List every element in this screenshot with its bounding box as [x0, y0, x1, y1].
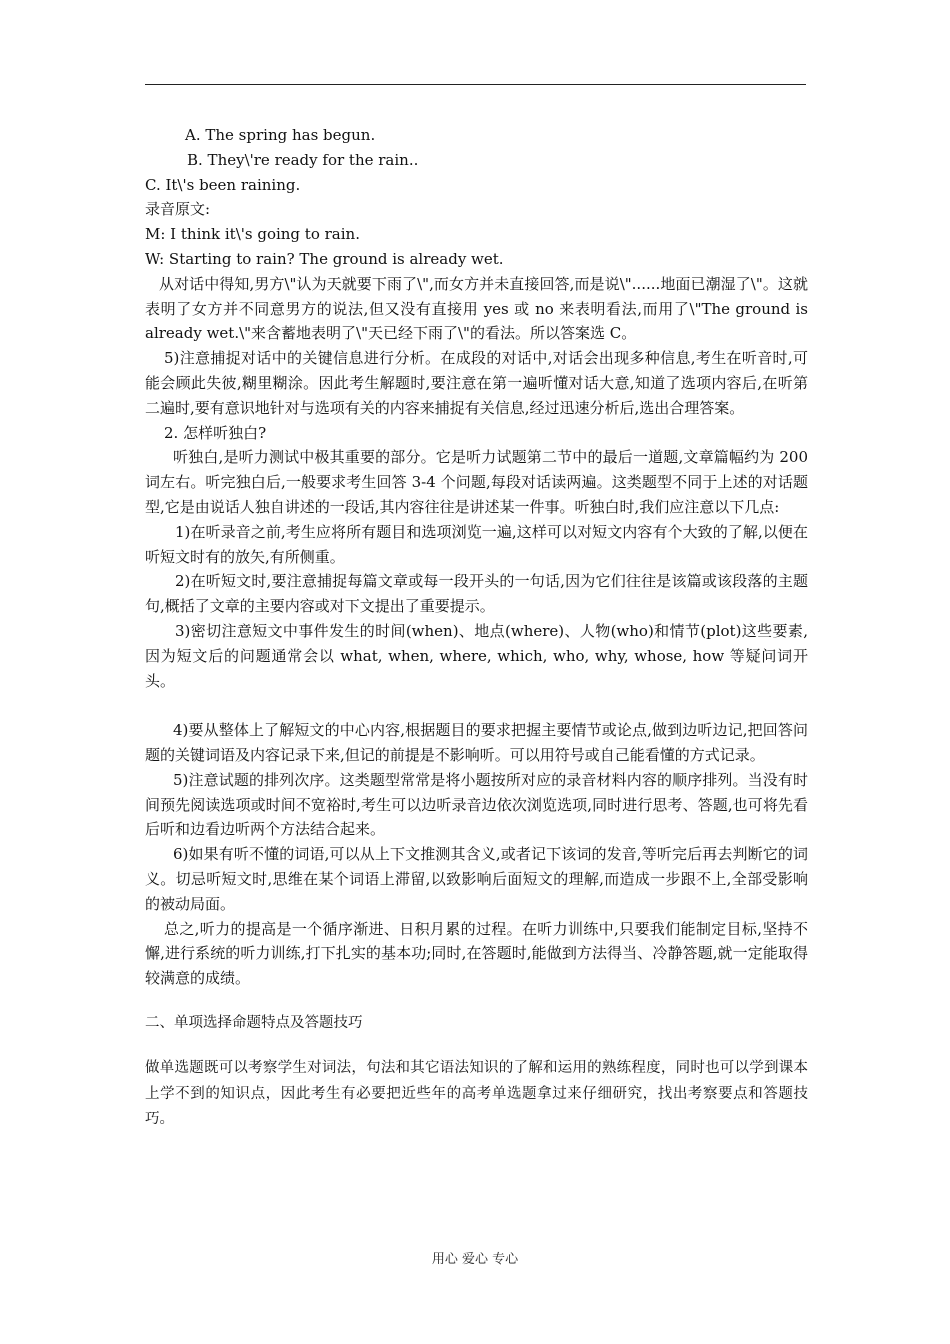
tip-5-paragraph: 5)注意捕捉对话中的关键信息进行分析。在成段的对话中,对话会出现多种信息,考生在听音时,可能会顾此失彼,糊里糊涂。因此考生解题时,要注意在第一遍听懂对话大意,知道了选项内容后,在听第二遍时,要有意识地针对与选项有关的内容来捕捉有关信息,经过迅速分析后,选出合理答案。 [145, 349, 808, 417]
section-2-heading: 二、单项选择命题特点及答题技巧 [145, 1014, 363, 1031]
monologue-intro: 听独白,是听力测试中极其重要的部分。它是听力试题第二节中的最后一道题,文章篇幅约为 200 词左右。听完独白后,一般要求考生回答 3-4 个问题,每段对话读两遍。这类题型不同于上述的对话题型,它是由说话人独自讲述的一段话,其内容往往是讲述某一件事。听独白时,我们应注意以下几点: [145, 448, 808, 516]
blank-line [145, 991, 808, 1011]
monologue-tip-4: 4)要从整体上了解短文的中心内容,根据题目的要求把握主要情节或论点,做到边听边记,把回答问题的关键词语及内容记录下来,但记的前提是不影响听。可以用符号或自己能看懂的方式记录。 [145, 721, 808, 764]
option-b: B. They\'re ready for the rain.. [187, 150, 419, 169]
header-rule [145, 84, 806, 85]
transcript-label: 录音原文: [145, 200, 211, 219]
option-a: A. The spring has begun. [185, 126, 376, 144]
monologue-tip-2: 2)在听短文时,要注意捕捉每篇文章或每一段开头的一句话,因为它们往往是该篇或该段落的主题句,概括了文章的主要内容或对下文提出了重要提示。 [145, 572, 808, 616]
blank-line [145, 1036, 808, 1056]
section-2-body: 做单选题既可以考察学生对词法，句法和其它语法知识的了解和运用的熟练程度，同时也可以学到课本上学不到的知识点，因此考生有必要把近些年的高考单选题拿过来仔细研究，找出考察要点和答题技巧。 [145, 1060, 808, 1128]
page-footer: 用心 爱心 专心 [431, 1252, 519, 1267]
analysis-paragraph: 从对话中得知,男方\"认为天就要下雨了\",而女方并未直接回答,而是说\"......地面已潮湿了\"。这就表明了女方并不同意男方的说法,但又没有直接用 yes 或 no 来表明看法,而用了\"The ground is already wet.\"来含蓄地表明了\"天已经下雨了\"的看法。所以答案选 C。 [145, 274, 808, 343]
monologue-tip-5: 5)注意试题的排列次序。这类题型常常是将小题按所对应的录音材料内容的顺序排列。当没有时间预先阅读选项或时间不宽裕时,考生可以边听录音边依次浏览选项,同时进行思考、答题,也可将先看后听和边看边听两个方法结合起来。 [145, 770, 808, 839]
option-c: C. It\'s been raining. [145, 175, 301, 194]
question-2-heading: 2. 怎样听独白? [164, 423, 267, 442]
dialogue-woman: W: Starting to rain? The ground is already wet. [145, 249, 504, 268]
summary-paragraph: 总之,听力的提高是一个循序渐进、日积月累的过程。在听力训练中,只要我们能制定目标,坚持不懈,进行系统的听力训练,打下扎实的基本功;同时,在答题时,能做到方法得当、冷静答题,就一定能取得较满意的成绩。 [145, 919, 808, 988]
monologue-tip-6: 6)如果有听不懂的词语,可以从上下文推测其含义,或者记下该词的发音,等听完后再去判断它的词义。切忌听短文时,思维在某个词语上滞留,以致影响后面短文的理解,而造成一步跟不上,全部受影响的被动局面。 [145, 845, 808, 913]
document-body [145, 123, 808, 1133]
blank-line [145, 693, 808, 718]
dialogue-man: M: I think it\'s going to rain. [145, 225, 360, 244]
monologue-tip-1: 1)在听录音之前,考生应将所有题目和选项浏览一遍,这样可以对短文内容有个大致的了解,以便在听短文时有的放矢,有所侧重。 [145, 522, 808, 566]
monologue-tip-3: 3)密切注意短文中事件发生的时间(when)、地点(where)、人物(who)和情节(plot)这些要素,因为短文后的问题通常会以 what, when, where, which, who, why, whose, how 等疑问词开头。 [145, 621, 808, 690]
